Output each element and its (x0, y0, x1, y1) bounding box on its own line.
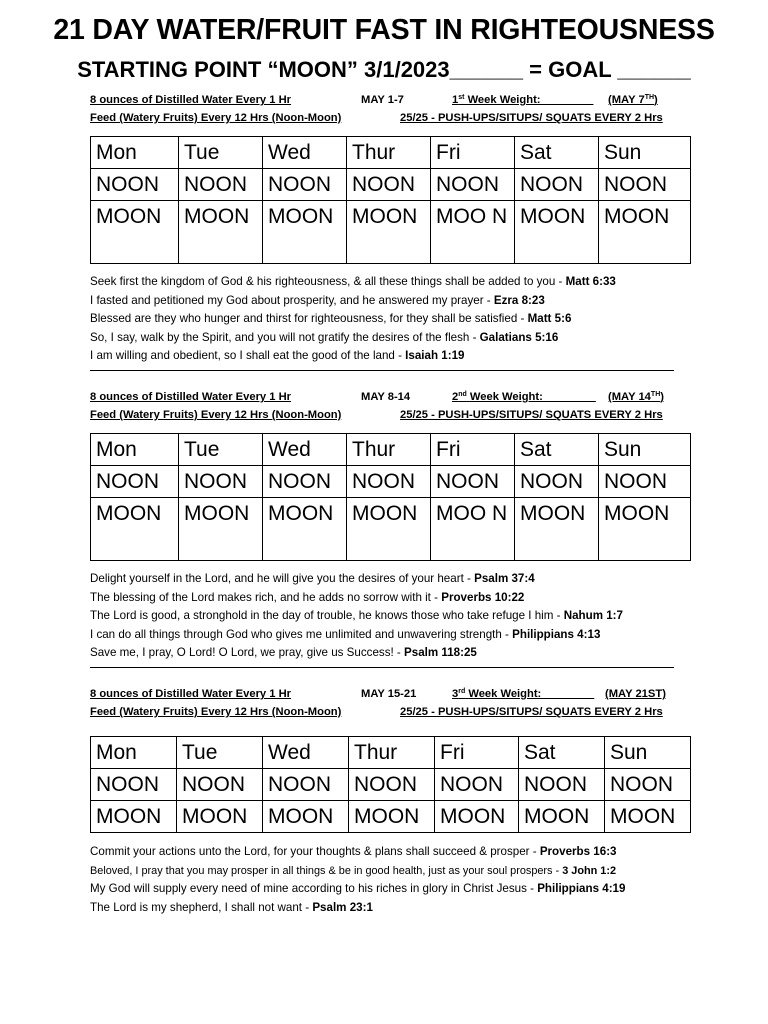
verse: Seek first the kingdom of God & his righteousness, & all these things shall be added to you - Matt 6:33 (90, 275, 616, 288)
noon-cell[interactable]: NOON (263, 769, 349, 801)
day-cell: Sun (605, 737, 691, 769)
day-header-row (91, 434, 691, 466)
moon-cell[interactable]: MOON (599, 498, 691, 561)
moon-cell[interactable]: MOON (263, 201, 347, 264)
moon-row (91, 201, 691, 264)
verse-reference: Philippians 4:13 (512, 627, 601, 641)
moon-cell[interactable]: MOON (435, 801, 519, 833)
moon-cell[interactable]: MOON (91, 201, 179, 264)
section-divider (90, 370, 674, 371)
day-cell: Thur (349, 737, 435, 769)
week-end-date: (MAY 14TH) (608, 391, 664, 403)
verse: The Lord is my shepherd, I shall not want - Psalm 23:1 (90, 900, 373, 914)
noon-cell[interactable]: NOON (519, 769, 605, 801)
week-2-schedule-table (90, 433, 691, 561)
week-end-date: (MAY 21ST) (605, 688, 666, 700)
verse-reference: Isaiah 1:19 (405, 349, 465, 363)
day-cell: Thur (347, 434, 431, 466)
feed-instruction: Feed (Watery Fruits) Every 12 Hrs (Noon-Moon) (90, 706, 342, 718)
day-cell: Wed (263, 434, 347, 466)
day-cell: Mon (91, 434, 179, 466)
verse-reference: 3 John 1:2 (562, 864, 617, 877)
week-info-row-water (90, 688, 700, 706)
day-cell: Thur (347, 137, 431, 169)
verse-reference: Ezra 8:23 (493, 293, 545, 307)
day-header-row (91, 137, 691, 169)
noon-cell[interactable]: NOON (515, 466, 599, 498)
verse: So, I say, walk by the Spirit, and you will not gratify the desires of the flesh - Galatians 5:16 (90, 330, 559, 344)
verse: The Lord is good, a stronghold in the day of trouble, he knows those who take refuge I him - Nahum 1:7 (90, 609, 623, 623)
day-cell: Tue (177, 737, 263, 769)
moon-cell[interactable]: MOON (177, 801, 263, 833)
page-subtitle: STARTING POINT “MOON” 3/1/2023______ = GOAL ______ (77, 57, 691, 82)
noon-cell[interactable]: NOON (515, 169, 599, 201)
verse-reference: Psalm 23:1 (312, 900, 373, 914)
day-cell: Wed (263, 137, 347, 169)
verse: I am willing and obedient, so I shall eat the good of the land - Isaiah 1:19 (90, 349, 465, 363)
verse: I can do all things through God who gives me unlimited and unwavering strength - Philippians 4:13 (90, 627, 601, 641)
week-end-date: (MAY 7TH) (608, 94, 658, 106)
verse: I fasted and petitioned my God about prosperity, and he answered my prayer - Ezra 8:23 (90, 293, 545, 307)
week-info-row-water (90, 391, 700, 409)
noon-row (91, 466, 691, 498)
day-cell: Sun (599, 137, 691, 169)
noon-cell[interactable]: NOON (347, 466, 431, 498)
moon-cell[interactable]: MOON (347, 201, 431, 264)
day-cell: Sat (519, 737, 605, 769)
week-2-section (90, 391, 700, 668)
verse-reference: Psalm 118:25 (404, 646, 477, 660)
feed-instruction: Feed (Watery Fruits) Every 12 Hrs (Noon-Moon) (90, 112, 342, 124)
moon-cell[interactable]: MOON (263, 498, 347, 561)
moon-cell[interactable]: MOON (599, 201, 691, 264)
week-weight-field[interactable]: 2nd Week Weight: ________ (452, 391, 596, 403)
moon-cell[interactable]: MOON (605, 801, 691, 833)
moon-cell[interactable]: MOON (91, 801, 177, 833)
moon-row (91, 498, 691, 561)
noon-cell[interactable]: NOON (91, 169, 179, 201)
moon-cell[interactable]: MOON (347, 498, 431, 561)
water-instruction: 8 ounces of Distilled Water Every 1 Hr (90, 94, 292, 106)
day-cell: Tue (179, 137, 263, 169)
noon-cell[interactable]: NOON (179, 169, 263, 201)
noon-cell[interactable]: NOON (349, 769, 435, 801)
week-weight-field[interactable]: 1st Week Weight: ________ (452, 94, 594, 106)
exercise-instruction: 25/25 - PUSH-UPS/SITUPS/ SQUATS EVERY 2 Hrs (400, 409, 663, 421)
verse: Blessed are they who hunger and thirst for righteousness, for they shall be satisfied - Matt 5:6 (90, 312, 572, 326)
week-3-schedule-table (90, 736, 691, 833)
noon-cell[interactable]: NOON (347, 169, 431, 201)
moon-cell[interactable]: MOON (519, 801, 605, 833)
moon-cell[interactable]: MOON (179, 201, 263, 264)
day-cell: Mon (91, 137, 179, 169)
verse: My God will supply every need of mine according to his riches in glory in Christ Jesus - Philippians 4:19 (90, 882, 626, 896)
noon-row (91, 169, 691, 201)
verse-reference: Matt 6:33 (565, 275, 616, 288)
moon-cell[interactable]: MOO N (431, 201, 515, 264)
day-cell: Fri (431, 434, 515, 466)
week-info-row-feed (90, 706, 700, 724)
week-info-row-water (90, 94, 700, 112)
day-cell: Wed (263, 737, 349, 769)
section-divider (90, 667, 674, 668)
week-date-range: MAY 1-7 (361, 94, 404, 106)
week-date-range: MAY 8-14 (361, 391, 411, 403)
moon-cell[interactable]: MOON (515, 498, 599, 561)
verse: The blessing of the Lord makes rich, and he adds no sorrow with it - Proverbs 10:22 (90, 590, 525, 604)
moon-cell[interactable]: MOON (349, 801, 435, 833)
week-1-verses (90, 273, 700, 366)
week-info-row-feed (90, 409, 700, 427)
noon-cell[interactable]: NOON (431, 466, 515, 498)
week-info-row-feed (90, 112, 700, 130)
verse-reference: Psalm 37:4 (474, 572, 535, 585)
verse-reference: Nahum 1:7 (563, 609, 623, 623)
verse-reference: Matt 5:6 (527, 312, 572, 326)
day-cell: Fri (435, 737, 519, 769)
noon-cell[interactable]: NOON (91, 769, 177, 801)
water-instruction: 8 ounces of Distilled Water Every 1 Hr (90, 391, 292, 403)
noon-cell[interactable]: NOON (179, 466, 263, 498)
noon-row (91, 769, 691, 801)
noon-cell[interactable]: NOON (599, 466, 691, 498)
verse: Save me, I pray, O Lord! O Lord, we pray, give us Success! - Psalm 118:25 (90, 646, 477, 660)
day-cell: Fri (431, 137, 515, 169)
water-instruction: 8 ounces of Distilled Water Every 1 Hr (90, 688, 292, 700)
noon-cell[interactable]: NOON (605, 769, 691, 801)
day-cell: Sat (515, 137, 599, 169)
noon-cell[interactable]: NOON (177, 769, 263, 801)
week-2-verses (90, 570, 700, 663)
day-cell: Sat (515, 434, 599, 466)
week-3-verses (90, 843, 700, 917)
page-title: 21 DAY WATER/FRUIT FAST IN RIGHTEOUSNESS (53, 14, 715, 46)
feed-instruction: Feed (Watery Fruits) Every 12 Hrs (Noon-Moon) (90, 409, 342, 421)
day-header-row (91, 737, 691, 769)
week-1-section (90, 94, 700, 371)
week-1-schedule-table (90, 136, 691, 264)
exercise-instruction: 25/25 - PUSH-UPS/SITUPS/ SQUATS EVERY 2 Hrs (400, 706, 663, 718)
noon-cell[interactable]: NOON (263, 169, 347, 201)
week-weight-field[interactable]: 3rd Week Weight: ________ (452, 688, 595, 700)
verse-reference: Philippians 4:19 (537, 882, 626, 896)
moon-cell[interactable]: MOON (91, 498, 179, 561)
verse-reference: Proverbs 16:3 (539, 845, 617, 858)
moon-cell[interactable]: MOON (515, 201, 599, 264)
noon-cell[interactable]: NOON (263, 466, 347, 498)
verse-reference: Galatians 5:16 (479, 330, 559, 344)
moon-row (91, 801, 691, 833)
moon-cell[interactable]: MOO N (431, 498, 515, 561)
day-cell: Mon (91, 737, 177, 769)
moon-cell[interactable]: MOON (263, 801, 349, 833)
week-3-section (90, 688, 700, 917)
verse: Commit your actions unto the Lord, for your thoughts & plans shall succeed & prosper - Proverbs 16:3 (90, 845, 617, 858)
exercise-instruction: 25/25 - PUSH-UPS/SITUPS/ SQUATS EVERY 2 Hrs (400, 112, 663, 124)
week-date-range: MAY 15-21 (361, 688, 417, 700)
noon-cell[interactable]: NOON (599, 169, 691, 201)
day-cell: Tue (179, 434, 263, 466)
day-cell: Sun (599, 434, 691, 466)
noon-cell[interactable]: NOON (431, 169, 515, 201)
noon-cell[interactable]: NOON (91, 466, 179, 498)
verse: Beloved, I pray that you may prosper in all things & be in good health, just as your soul prospers - 3 John 1:2 (90, 864, 617, 877)
noon-cell[interactable]: NOON (435, 769, 519, 801)
moon-cell[interactable]: MOON (179, 498, 263, 561)
verse: Delight yourself in the Lord, and he will give you the desires of your heart - Psalm 37:4 (90, 572, 535, 585)
verse-reference: Proverbs 10:22 (441, 590, 525, 604)
